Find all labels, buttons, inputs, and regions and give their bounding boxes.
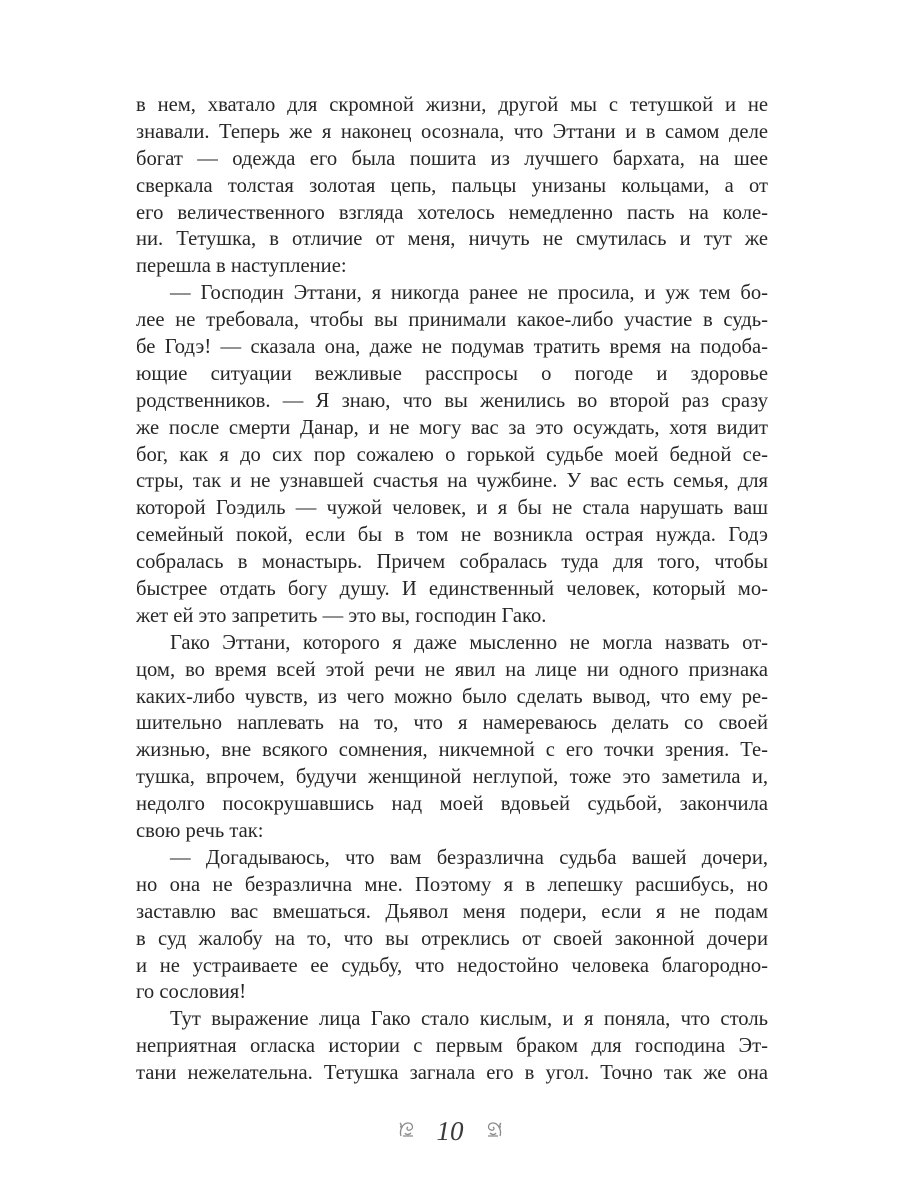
text-line: каких-либо чувств, из чего можно было сделать вывод, что ему ре- <box>136 685 768 708</box>
text-line: лее не требовала, чтобы вы принимали какое-либо участие в судь- <box>136 309 768 332</box>
text-line: заставлю вас вмешаться. Дьявол меня подери, если я не подам <box>136 900 768 923</box>
text-line: свою речь так: <box>136 820 264 843</box>
text-line: знавали. Теперь же я наконец осознала, что Эттани и в самом деле <box>136 120 768 143</box>
text-line: его величественного взгляда хотелось немедленно пасть на коле- <box>136 201 768 224</box>
text-line: богат — одежда его была пошита из лучшего бархата, на шее <box>136 147 768 170</box>
text-line: бог, как я до сих пор сожалею о горькой судьбе моей бедной се- <box>136 443 768 466</box>
text-line: которой Гоэдиль — чужой человек, и я бы не стала нарушать ваш <box>136 497 768 520</box>
text-line: семейный покой, если бы в том не возникла острая нужда. Годэ <box>136 524 768 547</box>
page-number: 10 <box>436 1116 464 1146</box>
text-line: и не устраиваете ее судьбу, что недостойно человека благородно- <box>136 954 768 977</box>
text-line: в нем, хватало для скромной жизни, другой мы с тетушкой и не <box>136 94 768 116</box>
text-line: ющие ситуации вежливые расспросы о погоде и здоровье <box>136 362 768 385</box>
ornament-left-icon <box>397 1118 419 1145</box>
text-line: цом, во время всей этой речи не явил на лице ни одного признака <box>136 658 768 681</box>
text-line: тани нежелательна. Тетушка загнала его в угол. Точно так же она <box>136 1062 768 1085</box>
text-line: жет ей это запретить — это вы, господин Гако. <box>136 604 547 627</box>
ornament-right-icon <box>482 1118 504 1145</box>
text-line: — Догадываюсь, что вам безразлична судьба вашей дочери, <box>170 846 768 869</box>
text-line: ни. Тетушка, в отличие от меня, ничуть не смутилась и тут же <box>136 228 768 251</box>
text-line: сверкала толстая золотая цепь, пальцы унизаны кольцами, а от <box>136 174 768 197</box>
text-line: быстрее отдать богу душу. И единственный человек, который мо- <box>136 578 768 601</box>
text-line: родственников. — Я знаю, что вы женились во второй раз сразу <box>136 389 768 412</box>
text-line: в суд жалобу на то, что вы отреклись от своей законной дочери <box>136 927 768 950</box>
text-line: перешла в наступление: <box>136 255 347 278</box>
text-line: го сословия! <box>136 981 247 1004</box>
text-line: стры, так и не узнавшей счастья на чужбине. У вас есть семья, для <box>136 470 768 493</box>
text-line: но она не безразлична мне. Поэтому я в лепешку расшибусь, но <box>136 873 768 896</box>
text-line: собралась в монастырь. Причем собралась туда для того, чтобы <box>136 551 768 574</box>
text-line: недолго посокрушавшись над моей вдовьей судьбой, закончила <box>136 793 768 816</box>
text-line: неприятная огласка истории с первым браком для господина Эт- <box>136 1035 768 1058</box>
page-footer <box>0 1116 900 1147</box>
text-line: шительно наплевать на то, что я намереваюсь делать со своей <box>136 712 768 735</box>
text-line: Тут выражение лица Гако стало кислым, и я поняла, что столь <box>170 1008 768 1031</box>
text-line: жизнью, вне всякого сомнения, никчемной с его точки зрения. Те- <box>136 739 768 762</box>
text-line: бе Годэ! — сказала она, даже не подумав тратить время на подоба- <box>136 336 768 359</box>
text-line: Гако Эттани, которого я даже мысленно не могла назвать от- <box>170 631 768 654</box>
page-body-text <box>136 92 768 1087</box>
text-line: — Господин Эттани, я никогда ранее не просила, и уж тем бо- <box>170 282 768 305</box>
text-line: тушка, впрочем, будучи женщиной неглупой, тоже это заметила и, <box>136 766 768 789</box>
text-line: же после смерти Данар, и не могу вас за это осуждать, хотя видит <box>136 416 768 439</box>
